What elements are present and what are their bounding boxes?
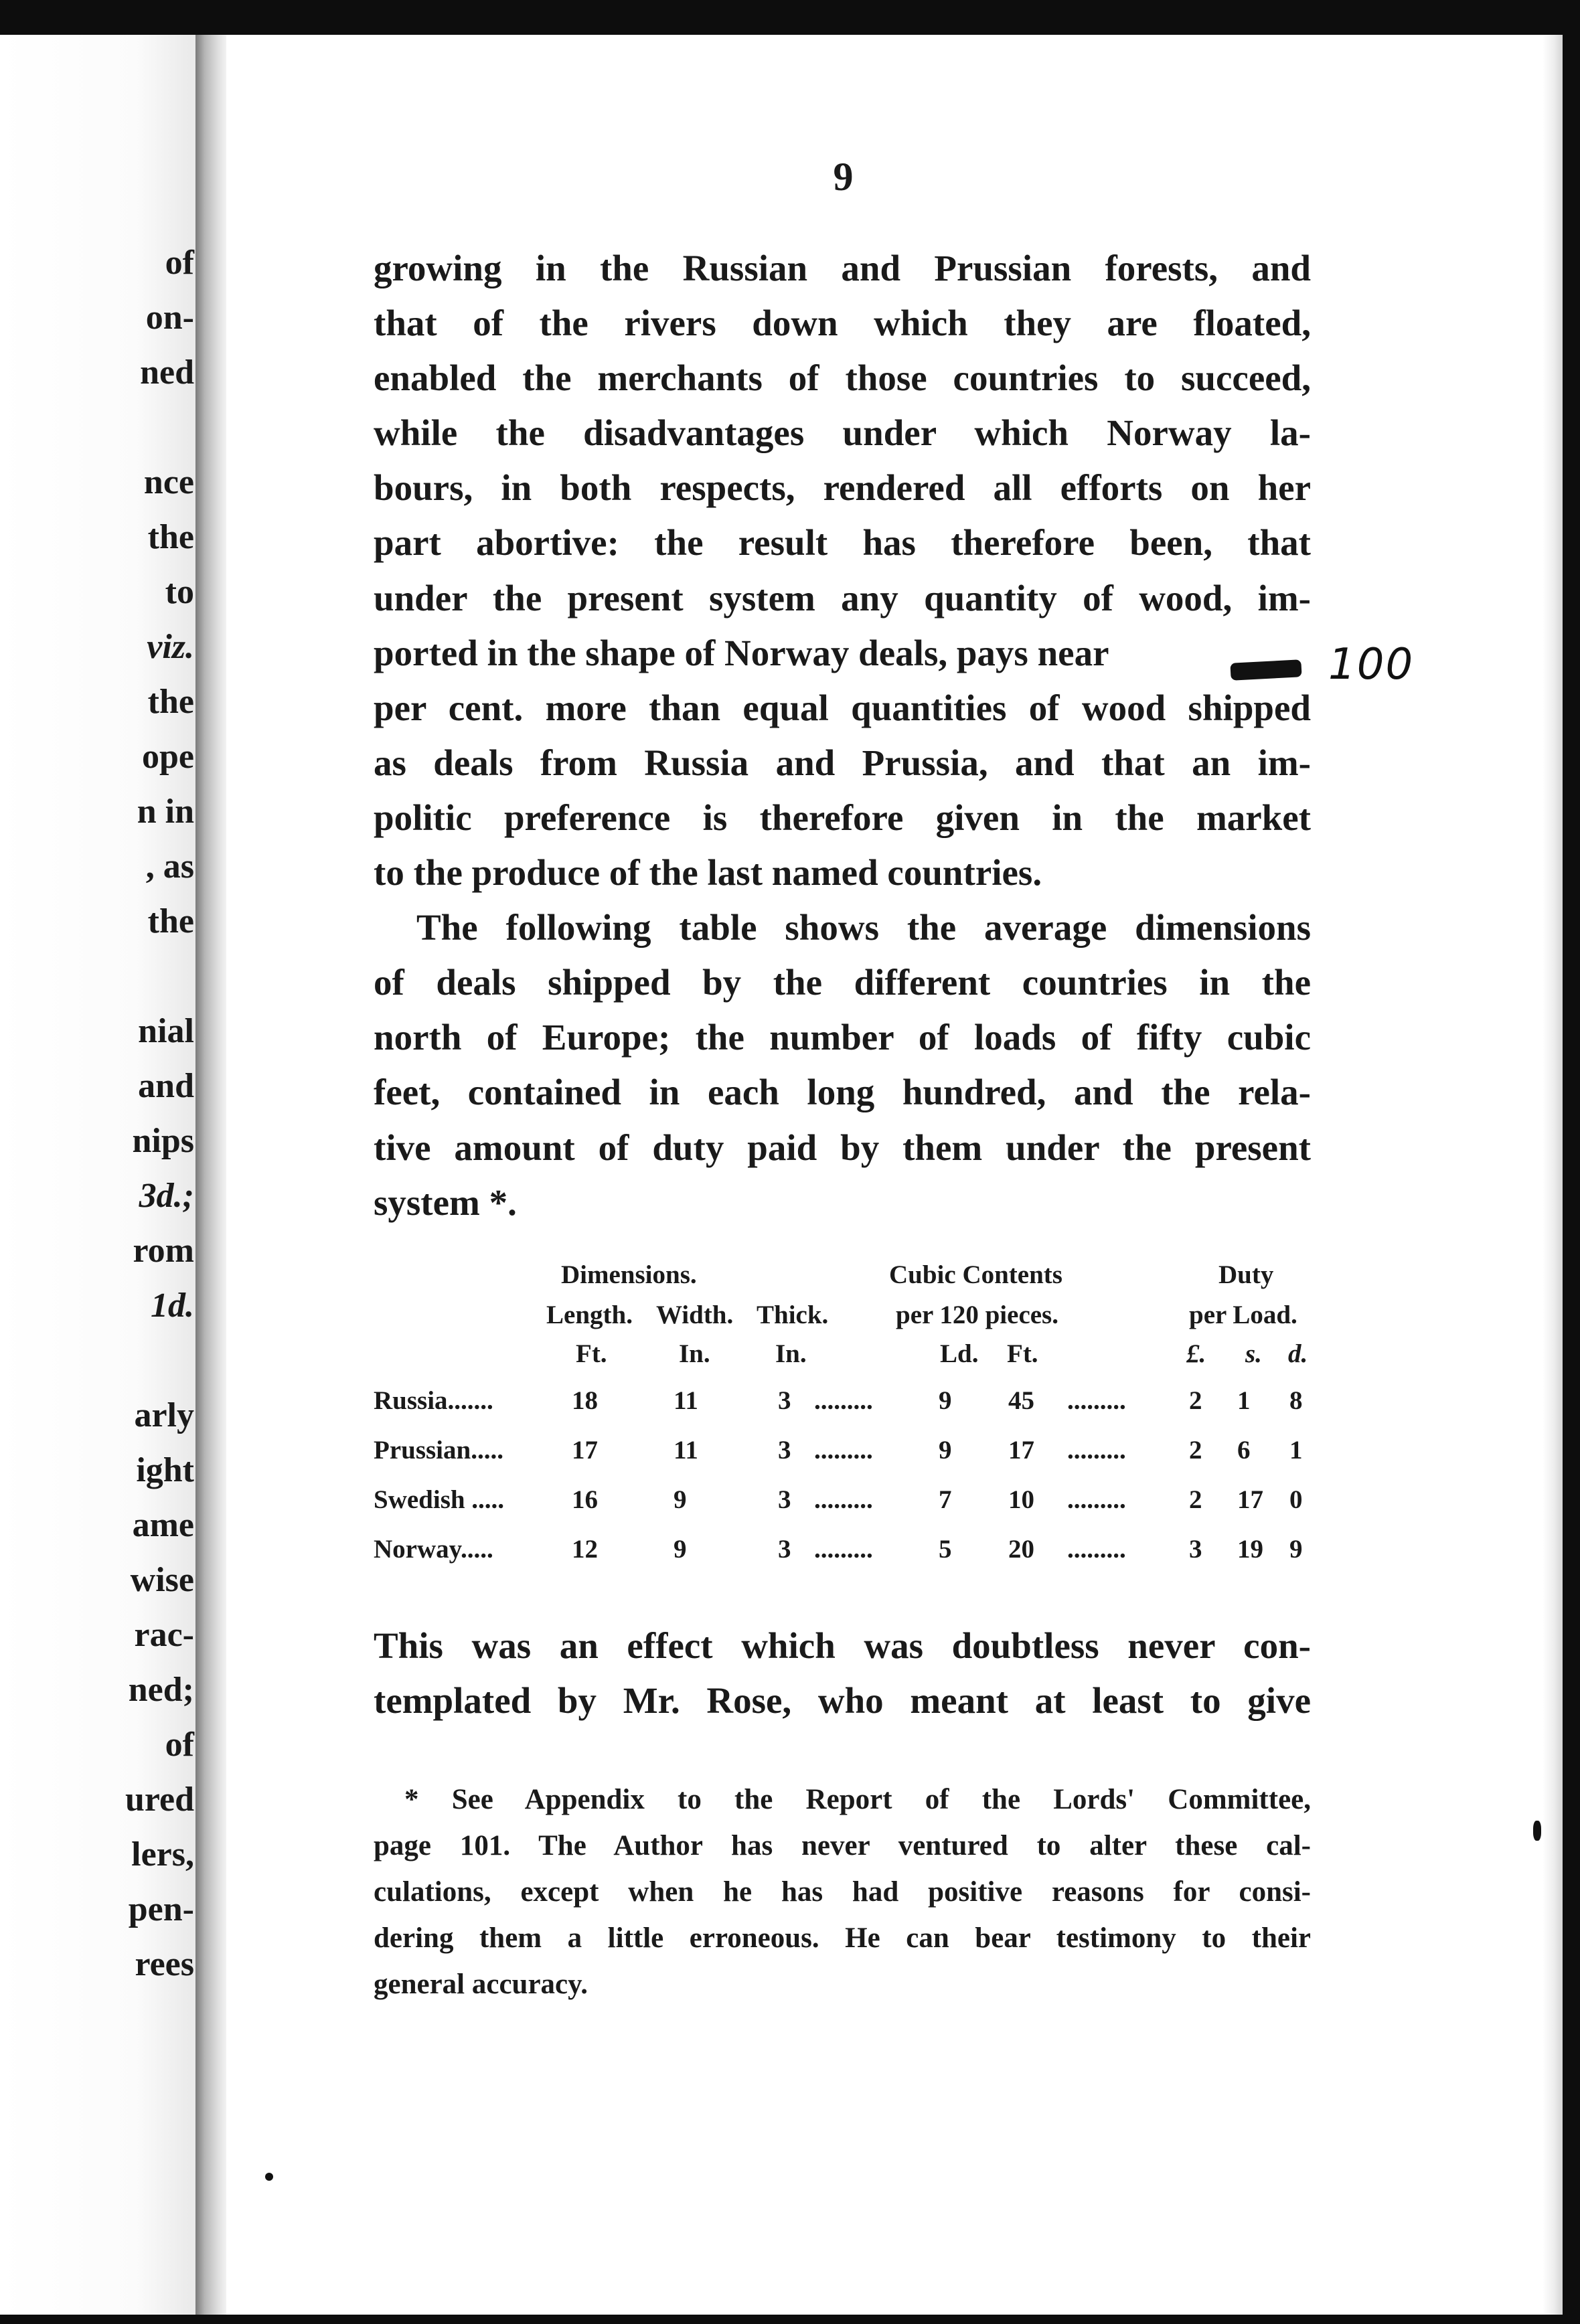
book-gutter xyxy=(195,35,226,2315)
unit-ld: Ld. xyxy=(940,1339,979,1368)
footnote xyxy=(374,1776,1311,2007)
left-page-fragment: nce xyxy=(143,463,194,501)
header-dimensions: Dimensions. xyxy=(561,1260,697,1289)
header-thick: Thick. xyxy=(757,1301,829,1329)
left-page-fragment: the xyxy=(147,518,194,556)
row-width: 9 xyxy=(674,1485,687,1514)
left-page-fragment: of xyxy=(165,1726,194,1764)
handwritten-correction: 100 xyxy=(1328,640,1415,689)
footnote-line: * See Appendix to the Report of the Lords' Committee, xyxy=(404,1784,1311,1815)
table-row xyxy=(374,1435,1311,1475)
text-line: templated by Mr. Rose, who meant at least to give xyxy=(374,1680,1311,1721)
left-page-fragment: n in xyxy=(137,793,194,831)
row-width: 11 xyxy=(674,1436,698,1465)
row-ft: 10 xyxy=(1008,1485,1034,1514)
text-line: The following table shows the average dimensions xyxy=(416,907,1311,948)
row-width: 9 xyxy=(674,1535,687,1564)
text-line: feet, contained in each long hundred, and the rela- xyxy=(374,1072,1311,1113)
right-page-edge-shade xyxy=(1543,35,1563,2315)
row-pence: 8 xyxy=(1289,1386,1303,1415)
ink-strikeout xyxy=(1230,659,1301,681)
text-line: bours, in both respects, rendered all efforts on her xyxy=(374,467,1311,509)
row-pounds: 2 xyxy=(1189,1436,1202,1465)
row-thick: 3 xyxy=(778,1386,791,1415)
text-line: growing in the Russian and Prussian forests, and xyxy=(374,248,1311,288)
row-width: 11 xyxy=(674,1386,698,1415)
left-page-fragment: the xyxy=(147,902,194,940)
unit-pence: d. xyxy=(1288,1339,1308,1368)
left-page-fragment xyxy=(0,1333,194,1388)
row-ld: 5 xyxy=(939,1535,952,1564)
table-row xyxy=(374,1386,1311,1426)
footnote-line: culations, except when he has had positive reasons for consi- xyxy=(374,1876,1311,1908)
left-page-fragment: nial xyxy=(138,1012,194,1050)
scan-border-right xyxy=(1563,0,1580,2324)
text-line: that of the rivers down which they are floated, xyxy=(374,303,1311,344)
left-page-fragment: and xyxy=(138,1067,194,1105)
row-shillings: 17 xyxy=(1237,1485,1263,1514)
unit-in-thick: In. xyxy=(775,1339,807,1368)
left-page-fragment: 3d.; xyxy=(139,1177,194,1215)
scan-border-bottom xyxy=(0,2315,1580,2324)
row-length: 17 xyxy=(572,1436,598,1465)
row-length: 18 xyxy=(572,1386,598,1415)
page-number: 9 xyxy=(833,155,854,199)
left-page-fragment: lers, xyxy=(131,1835,194,1874)
left-page-text-fragments xyxy=(0,236,194,1992)
unit-ft: Ft. xyxy=(576,1339,607,1368)
row-ft: 45 xyxy=(1008,1386,1034,1415)
text-line: of deals shipped by the different countries in the xyxy=(374,962,1311,1003)
left-page-fragment: rac- xyxy=(134,1616,194,1654)
row-pence: 0 xyxy=(1289,1485,1303,1514)
left-page-fragment: ned xyxy=(140,353,194,392)
row-dots: ......... xyxy=(814,1535,873,1564)
left-page-fragment: pen- xyxy=(128,1890,194,1928)
left-page-fragment: wise xyxy=(130,1561,194,1599)
left-page-fragment: ight xyxy=(136,1451,194,1489)
header-per-load: per Load. xyxy=(1189,1301,1297,1329)
text-line: under the present system any quantity of wood, im- xyxy=(374,577,1311,618)
text-line: to the produce of the last named countries. xyxy=(374,852,1042,894)
row-country: Swedish ..... xyxy=(374,1485,505,1514)
left-page-fragment: nips xyxy=(132,1122,194,1160)
text-line: This was an effect which was doubtless never con- xyxy=(374,1625,1311,1666)
unit-shillings: s. xyxy=(1245,1339,1262,1368)
left-page-fragment: ured xyxy=(125,1780,194,1819)
left-page-fragment: arly xyxy=(134,1396,194,1434)
text-line: enabled the merchants of those countries to succeed, xyxy=(374,357,1311,399)
header-duty: Duty xyxy=(1218,1260,1274,1289)
text-line: part abortive: the result has therefore been, that xyxy=(374,522,1311,564)
margin-mark xyxy=(1533,1821,1541,1841)
left-page-fragment: viz. xyxy=(147,628,194,666)
left-page-fragment: ope xyxy=(142,738,194,776)
row-dots: ......... xyxy=(814,1485,873,1514)
row-ld: 9 xyxy=(939,1386,952,1415)
left-page-fragment: of xyxy=(165,244,194,282)
row-dots: ......... xyxy=(1067,1436,1126,1465)
row-ft: 20 xyxy=(1008,1535,1034,1564)
main-paragraph xyxy=(374,241,1311,1230)
text-line: politic preference is therefore given in the market xyxy=(374,797,1311,838)
left-page-fragment: the xyxy=(147,683,194,721)
unit-in-width: In. xyxy=(679,1339,710,1368)
following-paragraph xyxy=(374,1618,1311,1728)
header-cubic-contents: Cubic Contents xyxy=(889,1260,1062,1289)
row-pounds: 2 xyxy=(1189,1386,1202,1415)
row-dots: ......... xyxy=(1067,1535,1126,1564)
left-page-fragment: ame xyxy=(132,1506,194,1544)
table-row xyxy=(374,1534,1311,1574)
text-line: ported in the shape of Norway deals, pays near xyxy=(374,632,1109,673)
header-per-pieces: per 120 pieces. xyxy=(896,1301,1058,1329)
text-line: system *. xyxy=(374,1181,517,1223)
left-page-fragment: , as xyxy=(145,847,194,886)
table-row xyxy=(374,1485,1311,1525)
footnote-line: dering them a little erroneous. He can bear testimony to their xyxy=(374,1922,1311,1954)
row-ld: 9 xyxy=(939,1436,952,1465)
row-thick: 3 xyxy=(778,1436,791,1465)
row-pence: 1 xyxy=(1289,1436,1303,1465)
row-ft: 17 xyxy=(1008,1436,1034,1465)
left-page-fragment: 1d. xyxy=(151,1286,194,1325)
row-ld: 7 xyxy=(939,1485,952,1514)
row-length: 16 xyxy=(572,1485,598,1514)
row-pounds: 3 xyxy=(1189,1535,1202,1564)
text-line: tive amount of duty paid by them under the present xyxy=(374,1127,1311,1168)
row-dots: ......... xyxy=(814,1386,873,1415)
row-shillings: 19 xyxy=(1237,1535,1263,1564)
row-country: Norway..... xyxy=(374,1535,493,1564)
row-shillings: 1 xyxy=(1237,1386,1251,1415)
left-page-fragment xyxy=(0,400,194,455)
row-dots: ......... xyxy=(1067,1386,1126,1415)
unit-ft-contents: Ft. xyxy=(1007,1339,1038,1368)
left-page-fragment: on- xyxy=(145,299,194,337)
footnote-line: page 101. The Author has never ventured to alter these cal- xyxy=(374,1830,1311,1861)
row-pounds: 2 xyxy=(1189,1485,1202,1514)
left-page-fragment: rom xyxy=(133,1232,194,1270)
left-page-fragment: to xyxy=(165,573,194,611)
row-length: 12 xyxy=(572,1535,598,1564)
row-country: Prussian..... xyxy=(374,1436,503,1465)
text-line: north of Europe; the number of loads of fifty cubic xyxy=(374,1017,1311,1058)
footnote-line: general accuracy. xyxy=(374,1969,588,2000)
row-country: Russia....... xyxy=(374,1386,493,1415)
left-page-fragment xyxy=(0,949,194,1004)
row-thick: 3 xyxy=(778,1485,791,1514)
row-shillings: 6 xyxy=(1237,1436,1251,1465)
unit-pounds: £. xyxy=(1186,1339,1206,1368)
header-width: Width. xyxy=(656,1301,734,1329)
text-line: as deals from Russia and Prussia, and that an im- xyxy=(374,742,1311,783)
print-speck xyxy=(265,2173,273,2181)
scan-border-top xyxy=(0,0,1580,35)
text-line: per cent. more than equal quantities of wood shipped xyxy=(374,687,1311,728)
row-dots: ......... xyxy=(1067,1485,1126,1514)
left-page-fragment: ned; xyxy=(128,1671,194,1709)
text-line: while the disadvantages under which Norway la- xyxy=(374,412,1311,454)
row-pence: 9 xyxy=(1289,1535,1303,1564)
left-page-fragment: rees xyxy=(135,1945,194,1983)
row-dots: ......... xyxy=(814,1436,873,1465)
row-thick: 3 xyxy=(778,1535,791,1564)
header-length: Length. xyxy=(546,1301,633,1329)
